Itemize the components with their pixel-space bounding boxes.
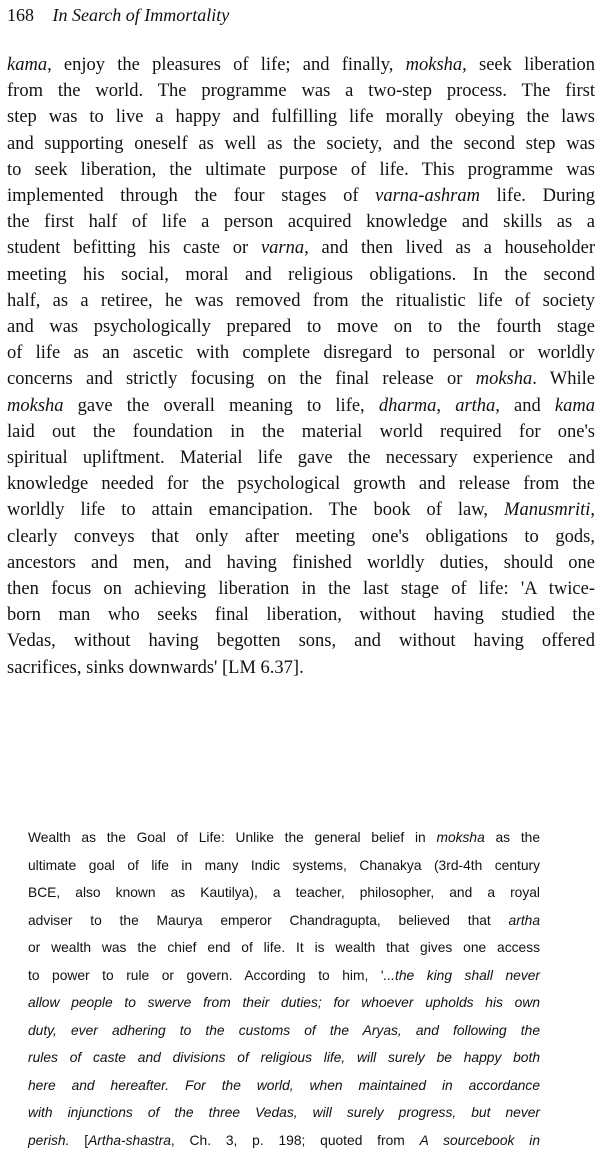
body-line-3: step was to live a happy and fulfilling life morally obeying the laws bbox=[7, 104, 595, 130]
body-line-14: moksha gave the overall meaning to life, dharma, artha, and kama bbox=[7, 393, 595, 419]
body-line-20: ancestors and men, and having finished worldly duties, should one bbox=[7, 550, 595, 576]
body-text bbox=[7, 52, 595, 681]
body-line-2: from the world. The programme was a two-step process. The first bbox=[7, 78, 595, 104]
box-line-3: BCE, also known as Kautilya), a teacher, philosopher, and a royal bbox=[28, 879, 540, 907]
running-title: In Search of Immortality bbox=[53, 5, 230, 25]
box-line-7: allow people to swerve from their duties; for whoever upholds his own bbox=[28, 989, 540, 1017]
body-line-8: student befitting his caste or varna, and then lived as a householder bbox=[7, 235, 595, 261]
box-line-2: ultimate goal of life in many Indic systems, Chanakya (3rd-4th century bbox=[28, 852, 540, 880]
box-line-12: perish. [Artha-shastra, Ch. 3, p. 198; quoted from A sourcebook in bbox=[28, 1127, 540, 1154]
box-line-8: duty, ever adhering to the customs of the Aryas, and following the bbox=[28, 1017, 540, 1045]
box-line-9: rules of caste and divisions of religious life, will surely be happy both bbox=[28, 1044, 540, 1072]
box-line-10: here and hereafter. For the world, when maintained in accordance bbox=[28, 1072, 540, 1100]
body-line-23: Vedas, without having begotten sons, and without having offered bbox=[7, 628, 595, 654]
body-line-15: laid out the foundation in the material world required for one's bbox=[7, 419, 595, 445]
body-line-21: then focus on achieving liberation in the last stage of life: 'A twice- bbox=[7, 576, 595, 602]
box-line-6: to power to rule or govern. According to him, '...the king shall never bbox=[28, 962, 540, 990]
page-number: 168 bbox=[7, 5, 34, 25]
wealth-sidebar-box bbox=[28, 824, 540, 1154]
box-line-5: or wealth was the chief end of life. It is wealth that gives one access bbox=[28, 934, 540, 962]
box-line-1: Wealth as the Goal of Life: Unlike the general belief in moksha as the bbox=[28, 824, 540, 852]
box-line-11: with injunctions of the three Vedas, will surely progress, but never bbox=[28, 1099, 540, 1127]
body-line-4: and supporting oneself as well as the society, and the second step was bbox=[7, 131, 595, 157]
body-line-6: implemented through the four stages of varna-ashram life. During bbox=[7, 183, 595, 209]
running-head bbox=[7, 4, 229, 26]
body-line-13: concerns and strictly focusing on the final release or moksha. While bbox=[7, 366, 595, 392]
body-line-17: knowledge needed for the psychological growth and release from the bbox=[7, 471, 595, 497]
body-line-11: and was psychologically prepared to move on to the fourth stage bbox=[7, 314, 595, 340]
body-line-18: worldly life to attain emancipation. The book of law, Manusmriti, bbox=[7, 497, 595, 523]
body-line-16: spiritual upliftment. Material life gave the necessary experience and bbox=[7, 445, 595, 471]
body-line-9: meeting his social, moral and religious obligations. In the second bbox=[7, 262, 595, 288]
body-line-7: the first half of life a person acquired knowledge and skills as a bbox=[7, 209, 595, 235]
body-line-1: kama, enjoy the pleasures of life; and finally, moksha, seek liberation bbox=[7, 52, 595, 78]
body-line-22: born man who seeks final liberation, without having studied the bbox=[7, 602, 595, 628]
body-line-19: clearly conveys that only after meeting one's obligations to gods, bbox=[7, 524, 595, 550]
body-line-12: of life as an ascetic with complete disregard to personal or worldly bbox=[7, 340, 595, 366]
box-line-4: adviser to the Maurya emperor Chandragupta, believed that artha bbox=[28, 907, 540, 935]
body-line-5: to seek liberation, the ultimate purpose of life. This programme was bbox=[7, 157, 595, 183]
body-line-10: half, as a retiree, he was removed from the ritualistic life of society bbox=[7, 288, 595, 314]
body-line-24: sacrifices, sinks downwards' [LM 6.37]. bbox=[7, 655, 595, 681]
